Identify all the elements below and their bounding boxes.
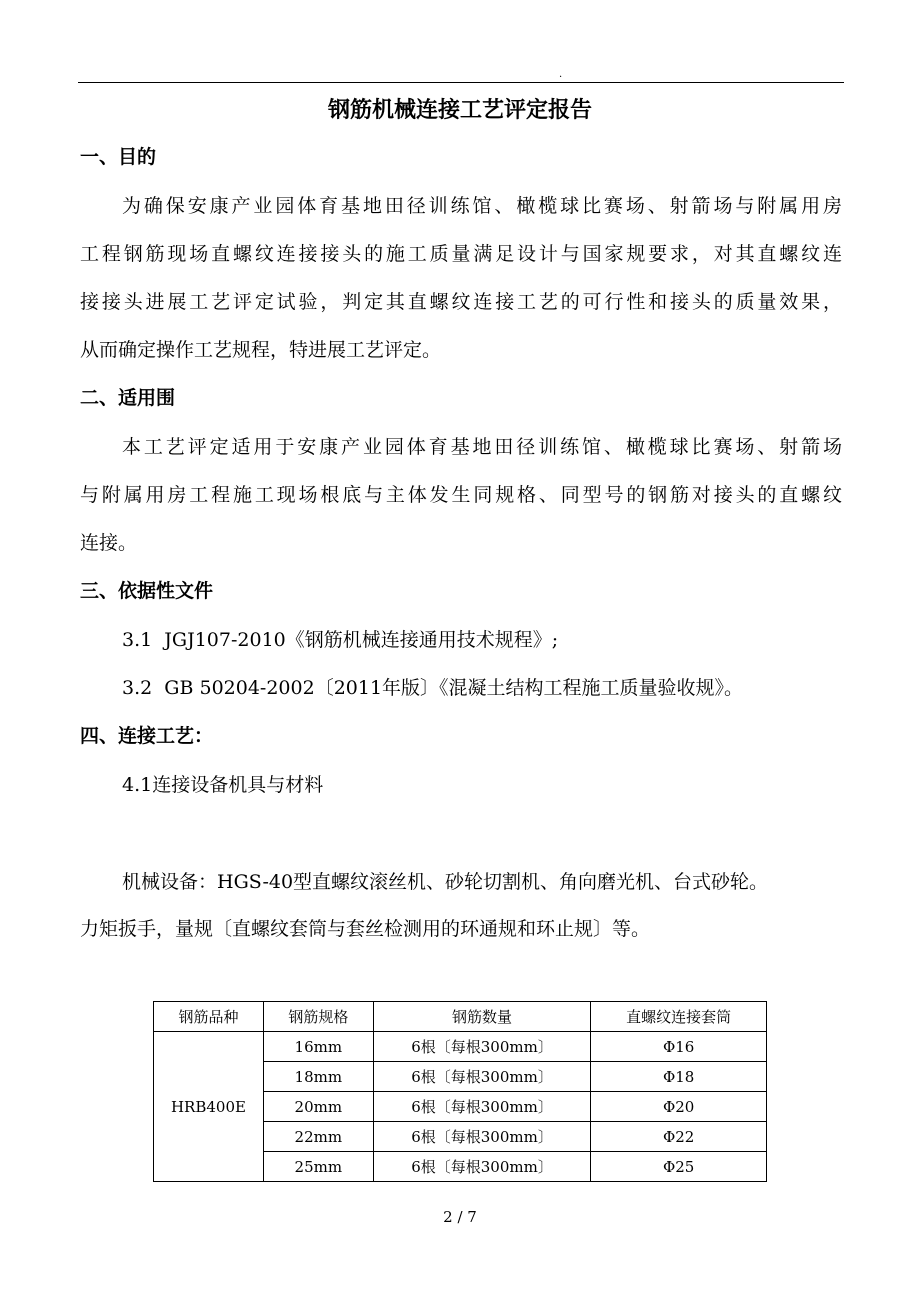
section-3-heading: 三、依据性文件 (80, 580, 214, 602)
col-header: 直螺纹连接套筒 (591, 1002, 767, 1032)
sleeve-cell: Φ25 (591, 1152, 767, 1182)
table-header-row (154, 1002, 767, 1032)
sleeve-cell: Φ22 (591, 1122, 767, 1152)
spec-cell: 20mm (263, 1092, 373, 1122)
sleeve-cell: Φ16 (591, 1032, 767, 1062)
sleeve-cell: Φ18 (591, 1062, 767, 1092)
qty-cell: 6根〔每根300mm〕 (373, 1092, 591, 1122)
qty-cell: 6根〔每根300mm〕 (373, 1062, 591, 1092)
header-rule (78, 82, 844, 83)
grade-cell: HRB400E (154, 1032, 264, 1182)
col-header: 钢筋品种 (154, 1002, 264, 1032)
reference-item: 3.2 GB 50204-2002〔2011年版〕《混凝土结构工程施工质量验收规》。 (122, 677, 744, 699)
spec-cell: 25mm (263, 1152, 373, 1182)
document-title: 钢筋机械连接工艺评定报告 (327, 98, 592, 123)
header-mark: . (559, 69, 563, 80)
col-header: 钢筋数量 (373, 1002, 591, 1032)
subsection-title: 4.1连接设备机具与材料 (122, 774, 324, 796)
section-1-line: 接接头进展工艺评定试验，判定其直螺纹连接工艺的可行性和接头的质量效果， (80, 291, 842, 313)
section-1-line: 从而确定操作工艺规程，特进展工艺评定。 (80, 339, 442, 361)
section-2-line: 连接。 (80, 532, 138, 554)
section-1-line: 为确保安康产业园体育基地田径训练馆、橄榄球比赛场、射箭场与附属用房 (122, 195, 842, 217)
section-2-heading: 二、适用围 (80, 387, 176, 409)
sleeve-cell: Φ20 (591, 1092, 767, 1122)
reference-item: 3.1 JGJ107-2010《钢筋机械连接通用技术规程》; (122, 629, 559, 651)
section-1-line: 工程钢筋现场直螺纹连接接头的施工质量满足设计与国家规要求，对其直螺纹连 (80, 243, 842, 265)
section-2-line: 与附属用房工程施工现场根底与主体发生同规格、同型号的钢筋对接头的直螺纹 (80, 484, 842, 506)
spec-cell: 22mm (263, 1122, 373, 1152)
table-row (154, 1032, 767, 1062)
materials-table (153, 1001, 767, 1182)
page-number: 2 / 7 (443, 1208, 477, 1226)
section-4-heading: 四、连接工艺： (80, 725, 214, 747)
col-header: 钢筋规格 (263, 1002, 373, 1032)
spec-cell: 16mm (263, 1032, 373, 1062)
spec-cell: 18mm (263, 1062, 373, 1092)
equipment-line: 机械设备：HGS-40型直螺纹滚丝机、砂轮切割机、角向磨光机、台式砂轮。 (122, 871, 769, 893)
equipment-line: 力矩扳手，量规〔直螺纹套筒与套丝检测用的环通规和环止规〕等。 (80, 918, 651, 940)
qty-cell: 6根〔每根300mm〕 (373, 1152, 591, 1182)
section-2-line: 本工艺评定适用于安康产业园体育基地田径训练馆、橄榄球比赛场、射箭场 (122, 436, 842, 458)
qty-cell: 6根〔每根300mm〕 (373, 1122, 591, 1152)
section-1-heading: 一、目的 (80, 146, 157, 168)
qty-cell: 6根〔每根300mm〕 (373, 1032, 591, 1062)
